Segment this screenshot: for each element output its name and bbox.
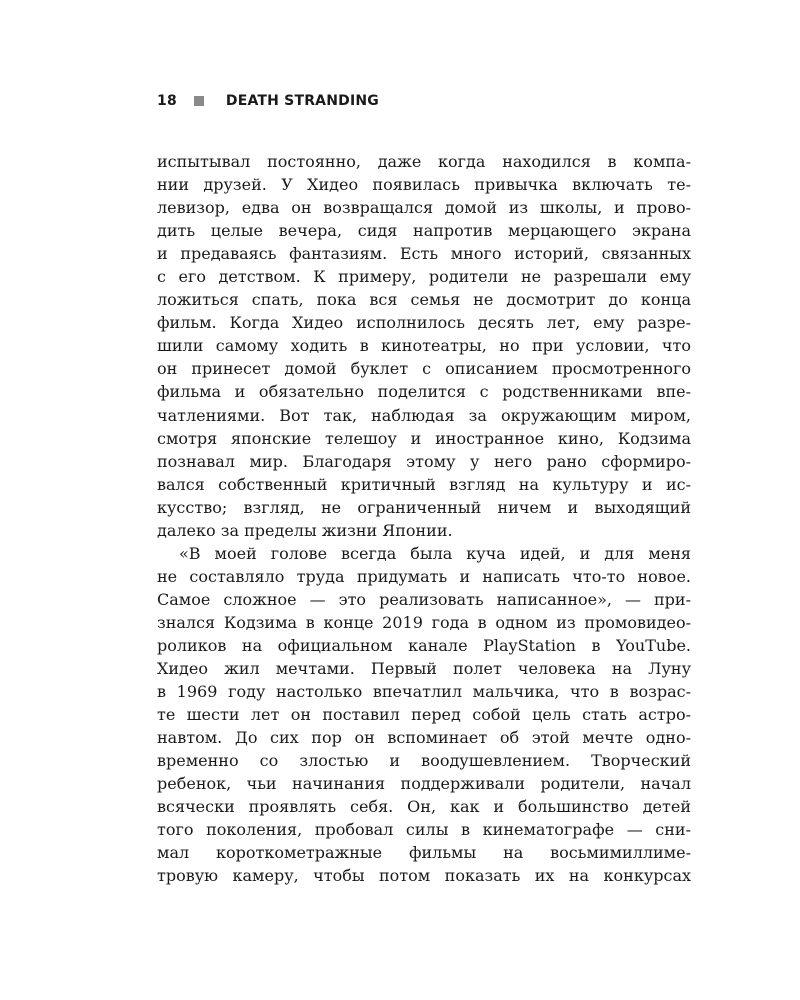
text-line: фильма и обязательно поделится с родственниками впе-: [157, 382, 691, 402]
text-line: в 1969 году настолько впечатлил мальчика, что в возрас-: [157, 682, 691, 702]
text-line: кусство; взгляд, не ограниченный ничем и выходящий: [157, 497, 691, 517]
text-line: познавал мир. Благодаря этому у него рано сформиро-: [157, 451, 691, 471]
text-line: левизор, едва он возвращался домой из школы, и прово-: [157, 198, 691, 218]
text-line: того поколения, пробовал силы в кинематографе — сни-: [157, 820, 691, 840]
text-line: тровую камеру, чтобы потом показать их на конкурсах: [157, 866, 691, 886]
text-line: мал короткометражные фильмы на восьмимиллиме-: [157, 843, 691, 863]
text-line: Хидео жил мечтами. Первый полет человека на Луну: [157, 659, 691, 679]
text-line: вался собственный критичный взгляд на культуру и ис-: [157, 474, 691, 494]
text-line: всячески проявлять себя. Он, как и большинство детей: [157, 797, 691, 817]
text-line: ребенок, чьи начинания поддерживали родители, начал: [157, 774, 691, 794]
text-line: с его детством. К примеру, родители не разрешали ему: [157, 267, 691, 287]
text-line: навтом. До сих пор он вспоминает об этой мечте одно-: [157, 728, 691, 748]
text-line: шили самому ходить в кинотеатры, но при условии, что: [157, 336, 691, 356]
text-line: временно со злостью и воодушевлением. Творческий: [157, 751, 691, 771]
text-line: не составляло труда придумать и написать что-то новое.: [157, 566, 691, 586]
text-line: роликов на официальном канале PlayStation в YouTube.: [157, 635, 691, 655]
text-line: Самое сложное — это реализовать написанное», — при-: [157, 589, 691, 609]
text-line: те шести лет он поставил перед собой цель стать астро-: [157, 705, 691, 725]
paragraph-2: [157, 542, 691, 888]
text-line: фильм. Когда Хидео исполнилось десять лет, ему разре-: [157, 313, 691, 333]
text-line: «В моей голове всегда была куча идей, и для меня: [179, 543, 691, 563]
square-separator-icon: [194, 96, 204, 106]
text-line: испытывал постоянно, даже когда находился в компа-: [157, 152, 691, 171]
text-line: нии друзей. У Хидео появилась привычка включать те-: [157, 175, 691, 195]
text-line: и предаваясь фантазиям. Есть много историй, связанных: [157, 244, 691, 264]
text-line: далеко за пределы жизни Японии.: [157, 520, 453, 540]
text-line: смотря японские телешоу и иностранное кино, Кодзима: [157, 428, 691, 448]
paragraph-1: [157, 150, 691, 542]
text-line: ложиться спать, пока вся семья не досмотрит до конца: [157, 290, 691, 310]
book-title: DEATH STRANDING: [225, 93, 379, 109]
page-number: 18: [157, 93, 177, 109]
text-line: чатлениями. Вот так, наблюдая за окружающим миром,: [157, 405, 691, 425]
text-line: он принесет домой буклет с описанием просмотренного: [157, 359, 691, 379]
text-line: знался Кодзима в конце 2019 года в одном из промовидео-: [157, 612, 691, 632]
text-line: дить целые вечера, сидя напротив мерцающего экрана: [157, 221, 691, 241]
body-text: [157, 150, 691, 888]
running-head: [157, 91, 379, 111]
